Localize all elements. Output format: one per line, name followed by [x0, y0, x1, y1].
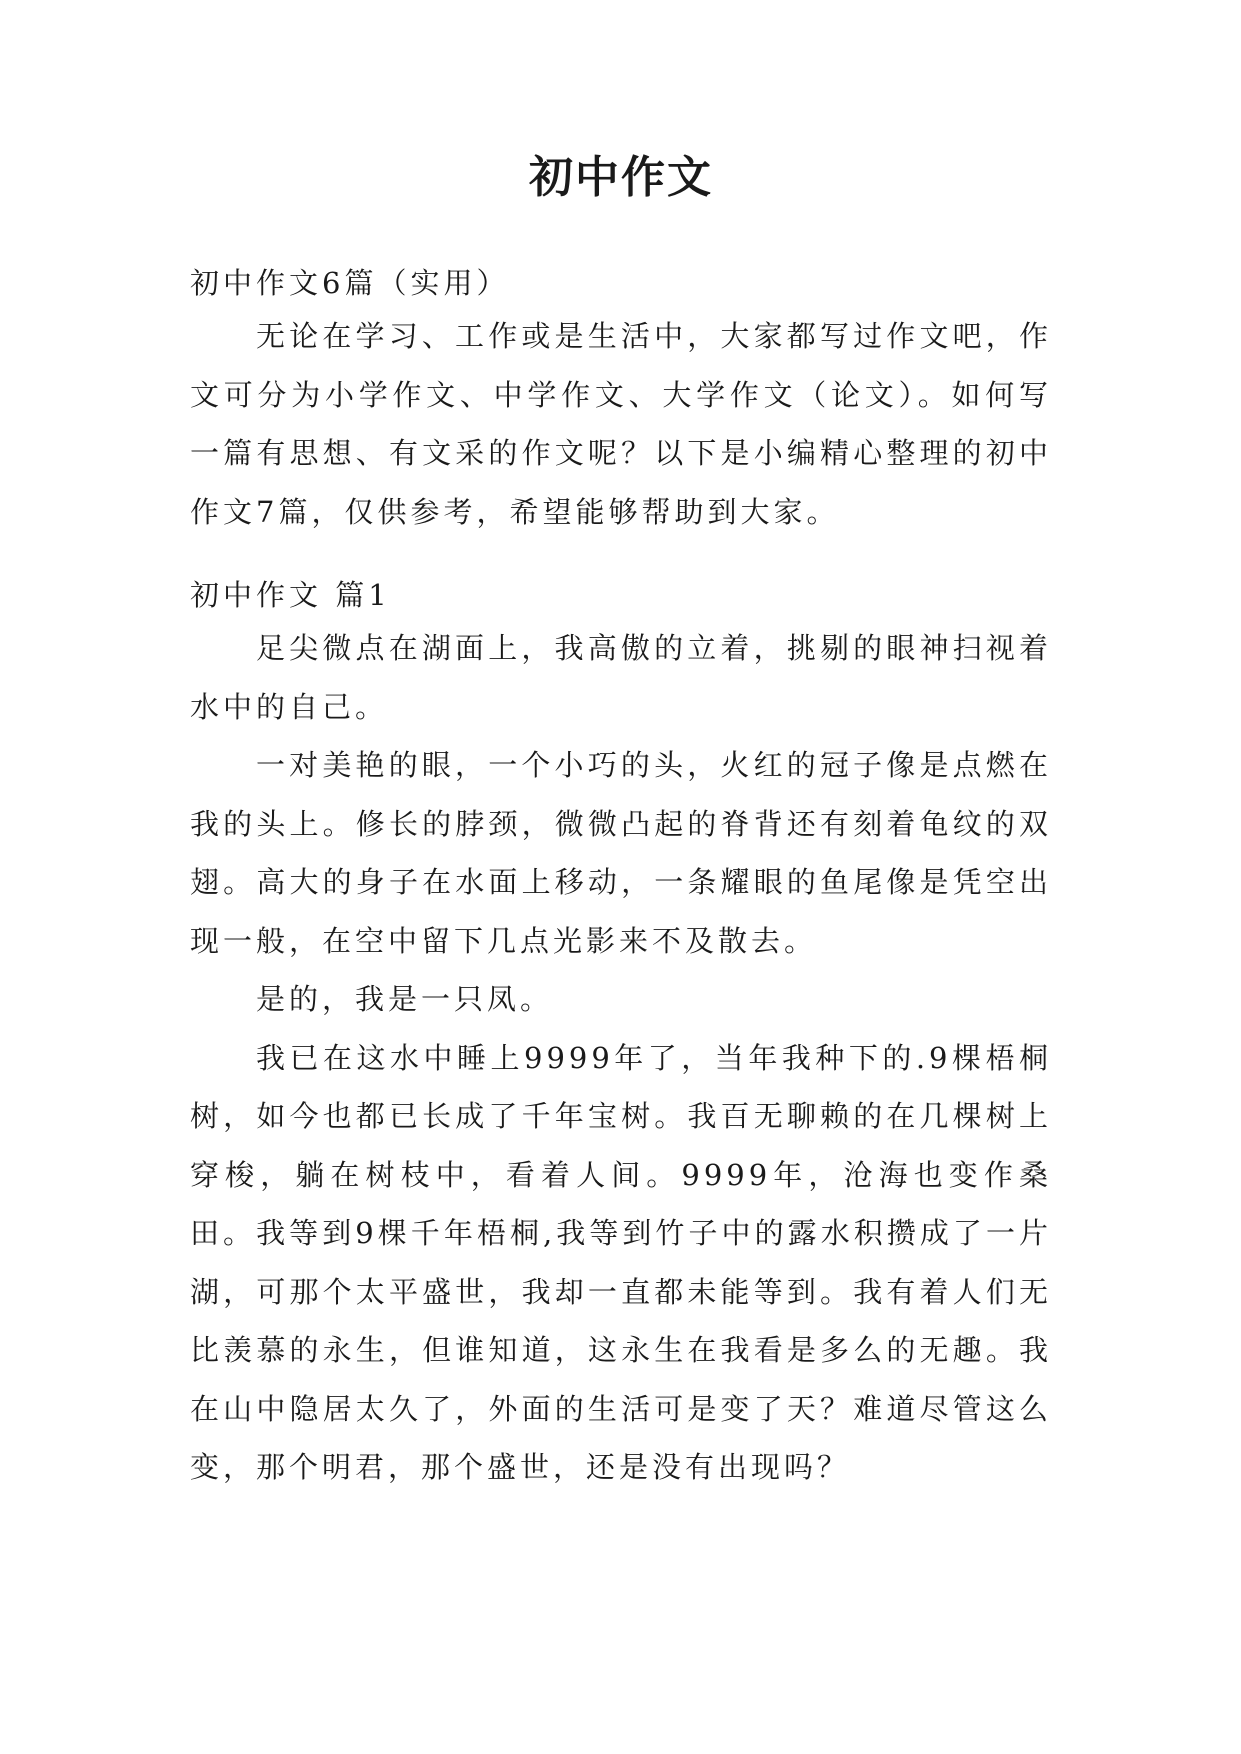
intro-paragraph: 无论在学习、工作或是生活中，大家都写过作文吧，作文可分为小学作文、中学作文、大学作文（论文）。如何写一篇有思想、有文采的作文呢？以下是小编精心整理的初中作文7篇，仅供参考，希望能够帮助到大家。	[190, 319, 1052, 529]
document-subtitle: 初中作文6篇（实用）	[190, 266, 510, 300]
section1-body	[190, 619, 1052, 1497]
document-title: 初中作文	[529, 152, 713, 203]
section1-heading-block	[190, 566, 1052, 624]
intro-block	[190, 307, 1052, 541]
body-paragraph: 足尖微点在湖面上，我高傲的立着，挑剔的眼神扫视着水中的自己。	[190, 631, 1052, 724]
section-heading: 初中作文 篇1	[190, 578, 391, 612]
document-subtitle-block	[190, 254, 1052, 312]
body-paragraph: 我已在这水中睡上9999年了，当年我种下的.9棵梧桐树，如今也都已长成了千年宝树。我百无聊赖的在几棵树上穿梭，躺在树枝中，看着人间。9999年，沧海也变作桑田。我等到9棵千年梧桐,我等到竹子中的露水积攒成了一片湖，可那个太平盛世，我却一直都未能等到。我有着人们无比羡慕的永生，但谁知道，这永生在我看是多么的无趣。我在山中隐居太久了，外面的生活可是变了天？难道尽管这么变，那个明君，那个盛世，还是没有出现吗？	[190, 1040, 1052, 1484]
body-paragraph: 一对美艳的眼，一个小巧的头，火红的冠子像是点燃在我的头上。修长的脖颈，微微凸起的脊背还有刻着龟纹的双翅。高大的身子在水面上移动，一条耀眼的鱼尾像是凭空出现一般，在空中留下几点光影来不及散去。	[190, 748, 1052, 958]
body-paragraph: 是的，我是一只凤。	[256, 982, 554, 1016]
